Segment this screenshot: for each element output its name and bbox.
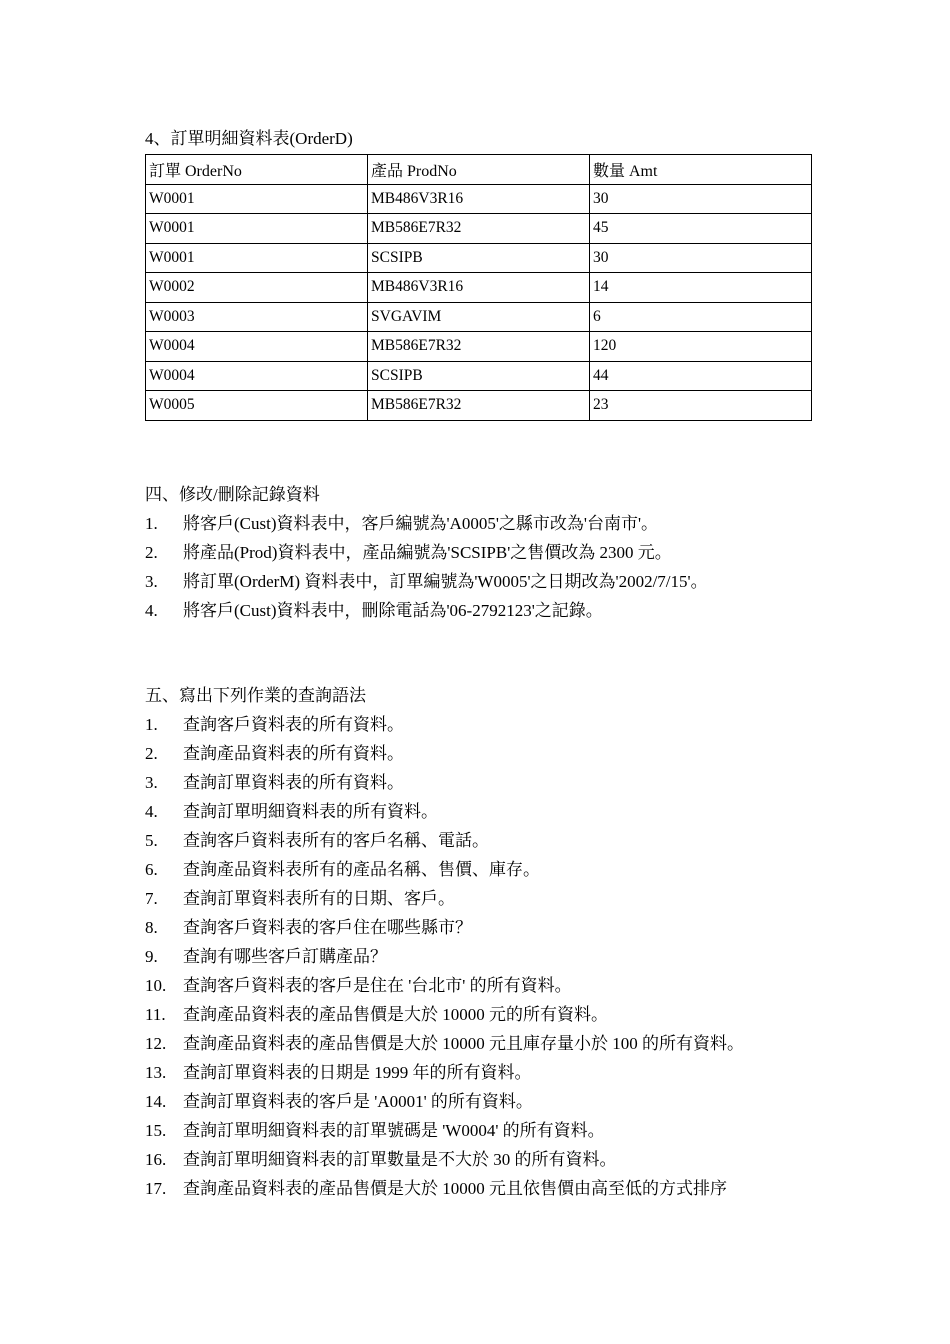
item-number: 11.	[145, 1004, 166, 1024]
table-caption: 4、訂單明細資料表(OrderD)	[145, 129, 353, 148]
item-number: 17.	[145, 1178, 167, 1198]
cell-amt: 6	[590, 302, 812, 332]
item-number: 1.	[145, 513, 158, 533]
list-item	[145, 942, 825, 971]
list-item	[145, 1145, 825, 1174]
item-text: 查詢產品資料表的產品售價是大於 10000 元的所有資料。	[183, 1004, 608, 1024]
table-row	[146, 391, 812, 421]
item-number: 7.	[145, 888, 158, 908]
cell-orderno: W0001	[146, 184, 368, 214]
cell-orderno: W0001	[146, 243, 368, 273]
item-number: 14.	[145, 1091, 167, 1111]
item-text: 查詢產品資料表的產品售價是大於 10000 元且庫存量小於 100 的所有資料。	[183, 1033, 744, 1053]
item-number: 8.	[145, 917, 158, 937]
item-text: 查詢訂單資料表的日期是 1999 年的所有資料。	[183, 1062, 532, 1082]
cell-orderno: W0004	[146, 361, 368, 391]
item-number: 1.	[145, 714, 158, 734]
item-text: 查詢訂單明細資料表的所有資料。	[183, 801, 438, 821]
item-number: 2.	[145, 743, 158, 763]
item-text: 查詢訂單資料表所有的日期、客戶。	[183, 888, 455, 908]
cell-amt: 30	[590, 243, 812, 273]
table-row	[146, 214, 812, 244]
list-item	[145, 710, 825, 739]
table-header-row	[146, 155, 812, 185]
exercise-list	[145, 509, 825, 625]
column-header-orderno: 訂單 OrderNo	[146, 155, 368, 185]
cell-orderno: W0004	[146, 332, 368, 362]
item-text: 查詢訂單資料表的所有資料。	[183, 772, 404, 792]
list-item	[145, 1116, 825, 1145]
table-row	[146, 361, 812, 391]
item-text: 查詢產品資料表所有的產品名稱、售價、庫存。	[183, 859, 540, 879]
list-item	[145, 739, 825, 768]
item-text: 查詢客戶資料表所有的客戶名稱、電話。	[183, 830, 489, 850]
list-item	[145, 768, 825, 797]
list-item	[145, 1000, 825, 1029]
item-text: 查詢訂單資料表的客戶是 'A0001' 的所有資料。	[183, 1091, 533, 1111]
item-number: 15.	[145, 1120, 167, 1140]
list-item	[145, 596, 825, 625]
orderd-table	[145, 154, 812, 421]
list-item	[145, 1087, 825, 1116]
cell-orderno: W0003	[146, 302, 368, 332]
item-number: 4.	[145, 600, 158, 620]
item-number: 4.	[145, 801, 158, 821]
item-text: 將產品(Prod)資料表中，產品編號為'SCSIPB'之售價改為 2300 元。	[183, 542, 672, 562]
cell-orderno: W0002	[146, 273, 368, 303]
item-text: 查詢客戶資料表的所有資料。	[183, 714, 404, 734]
section-title: 四、修改/刪除記錄資料	[145, 484, 320, 504]
item-number: 9.	[145, 946, 158, 966]
cell-amt: 23	[590, 391, 812, 421]
list-item	[145, 797, 825, 826]
item-text: 查詢客戶資料表的客戶住在哪些縣市？	[183, 917, 472, 937]
cell-amt: 14	[590, 273, 812, 303]
item-number: 16.	[145, 1149, 167, 1169]
list-item	[145, 913, 825, 942]
list-item	[145, 538, 825, 567]
item-number: 2.	[145, 542, 158, 562]
exercise-list	[145, 710, 825, 1203]
item-number: 3.	[145, 571, 158, 591]
list-item	[145, 855, 825, 884]
cell-prodno: MB486V3R16	[368, 184, 590, 214]
cell-amt: 120	[590, 332, 812, 362]
table-row	[146, 332, 812, 362]
cell-prodno: SCSIPB	[368, 361, 590, 391]
section-query-syntax	[145, 681, 825, 1203]
cell-prodno: MB586E7R32	[368, 214, 590, 244]
list-item	[145, 1058, 825, 1087]
item-number: 13.	[145, 1062, 167, 1082]
item-text: 查詢客戶資料表的客戶是住在 '台北市' 的所有資料。	[183, 975, 572, 995]
list-item	[145, 1174, 825, 1203]
cell-orderno: W0001	[146, 214, 368, 244]
document-page	[145, 126, 825, 1203]
cell-amt: 30	[590, 184, 812, 214]
item-text: 查詢產品資料表的產品售價是大於 10000 元且依售價由高至低的方式排序	[183, 1178, 727, 1198]
item-text: 將訂單(OrderM) 資料表中，訂單編號為'W0005'之日期改為'2002/7/15'。	[183, 571, 708, 591]
item-number: 10.	[145, 975, 167, 995]
item-text: 將客戶(Cust)資料表中，客戶編號為'A0005'之縣市改為'台南市'。	[183, 513, 659, 533]
table-row	[146, 302, 812, 332]
table-row	[146, 273, 812, 303]
list-item	[145, 509, 825, 538]
cell-amt: 44	[590, 361, 812, 391]
list-item	[145, 567, 825, 596]
list-item	[145, 1029, 825, 1058]
cell-amt: 45	[590, 214, 812, 244]
item-text: 查詢產品資料表的所有資料。	[183, 743, 404, 763]
cell-prodno: SVGAVIM	[368, 302, 590, 332]
section-modify-delete	[145, 480, 825, 625]
cell-prodno: MB486V3R16	[368, 273, 590, 303]
section-title: 五、寫出下列作業的查詢語法	[145, 685, 366, 705]
list-item	[145, 826, 825, 855]
list-item	[145, 971, 825, 1000]
item-number: 12.	[145, 1033, 167, 1053]
item-number: 6.	[145, 859, 158, 879]
item-text: 將客戶(Cust)資料表中，刪除電話為'06-2792123'之記錄。	[183, 600, 603, 620]
list-item	[145, 884, 825, 913]
column-header-amt: 數量 Amt	[590, 155, 812, 185]
item-text: 查詢訂單明細資料表的訂單數量是不大於 30 的所有資料。	[183, 1149, 617, 1169]
item-number: 5.	[145, 830, 158, 850]
cell-prodno: MB586E7R32	[368, 332, 590, 362]
item-number: 3.	[145, 772, 158, 792]
cell-prodno: SCSIPB	[368, 243, 590, 273]
column-header-prodno: 產品 ProdNo	[368, 155, 590, 185]
cell-prodno: MB586E7R32	[368, 391, 590, 421]
cell-orderno: W0005	[146, 391, 368, 421]
item-text: 查詢有哪些客戶訂購產品？	[183, 946, 387, 966]
item-text: 查詢訂單明細資料表的訂單號碼是 'W0004' 的所有資料。	[183, 1120, 605, 1140]
table-row	[146, 243, 812, 273]
table-row	[146, 184, 812, 214]
